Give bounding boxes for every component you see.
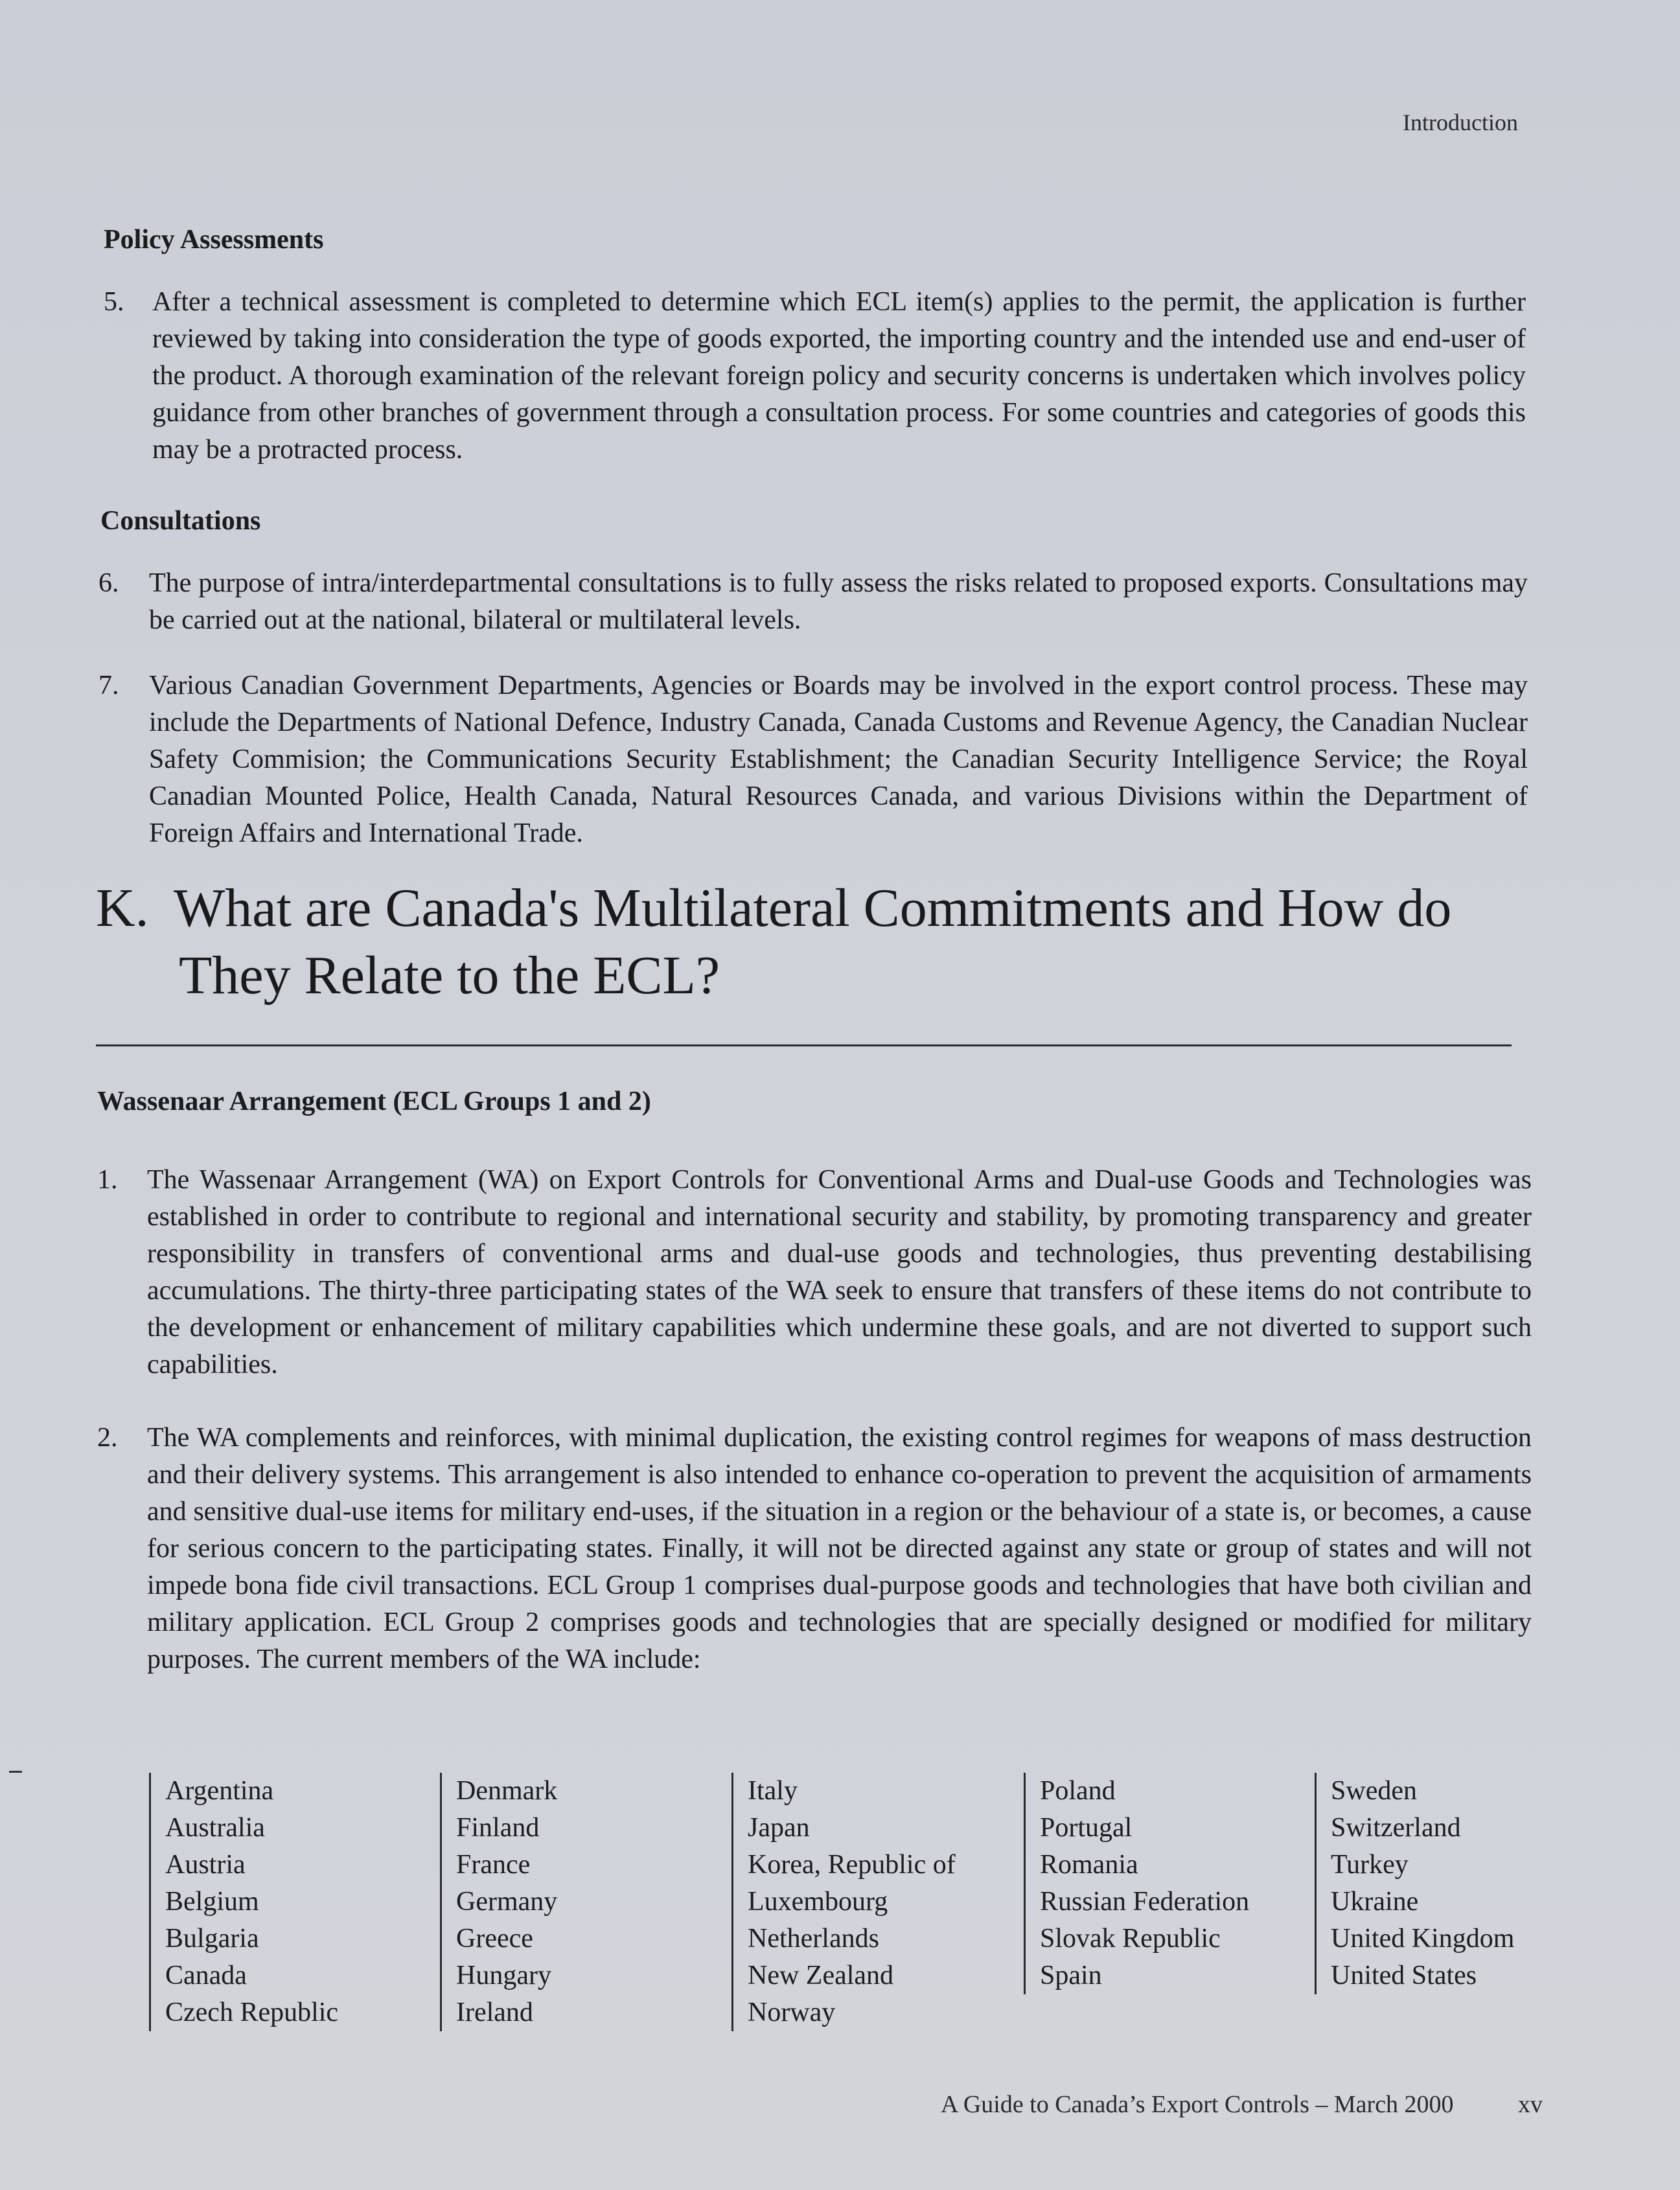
member-country: Norway [748, 1998, 836, 2027]
member-country: Ukraine [1331, 1887, 1419, 1917]
member-country: Switzerland [1331, 1813, 1461, 1843]
member-country: Australia [165, 1813, 265, 1843]
members-column-3 [731, 1773, 956, 2031]
member-country: Canada [165, 1961, 247, 1990]
member-country: Japan [748, 1813, 810, 1843]
item-number: 2. [97, 1423, 118, 1453]
member-country: New Zealand [748, 1961, 894, 1990]
section-letter: K. [96, 878, 149, 938]
member-country: Hungary [456, 1961, 551, 1990]
item-number: 1. [97, 1165, 118, 1195]
member-country: Spain [1040, 1961, 1102, 1990]
member-country: Slovak Republic [1040, 1924, 1221, 1954]
section-title-line2: They Relate to the ECL? [179, 945, 720, 1006]
members-column-4 [1024, 1773, 1249, 1994]
member-country: Denmark [456, 1776, 558, 1806]
member-country: Luxembourg [748, 1887, 888, 1917]
item-number: 7. [98, 671, 119, 700]
member-country: Turkey [1331, 1850, 1409, 1880]
member-country: Sweden [1331, 1776, 1417, 1806]
footer-title: A Guide to Canada’s Export Controls – March 2000 [941, 2091, 1454, 2118]
wassenaar-heading: Wassenaar Arrangement (ECL Groups 1 and 2) [97, 1087, 651, 1116]
section-k-heading [96, 875, 1521, 1009]
margin-mark [9, 1771, 22, 1773]
paragraph-consultations-7: Various Canadian Government Departments, Agencies or Boards may be involved in the export control process. These may include the Departments of National Defence, Industry Canada, Canada Customs and Revenue Agency, the Canadian Nuclear Safety Commision; the Communications Security Establishment; the Canadian Security Intelligence Service; the Royal Canadian Mounted Police, Health Canada, Natural Resources Canada, and various Divisions within the Department of Foreign Affairs and International Trade. [149, 671, 1528, 848]
member-country: France [456, 1850, 531, 1880]
item-number: 5. [104, 287, 124, 317]
member-country: Finland [456, 1813, 540, 1843]
section-title-line1: What are Canada's Multilateral Commitments and How do [174, 878, 1452, 938]
paragraph-wassenaar-2: The WA complements and reinforces, with minimal duplication, the existing control regimes for weapons of mass destruction and their delivery systems. This arrangement is also intended to enhance co-operation to prevent the acquisition of armaments and sensitive dual-use items for military end-uses, if the situation in a region or the behaviour of a state is, or becomes, a cause for serious concern to the participating states. Finally, it will not be directed against any state or group of states and will not impede bona fide civil transactions. ECL Group 1 comprises dual-purpose goods and technologies that have both civilian and military application. ECL Group 2 comprises goods and technologies that are specially designed or modified for military purposes. The current members of the WA include: [147, 1423, 1532, 1674]
running-head: Introduction [1403, 110, 1518, 135]
member-country: Romania [1040, 1850, 1138, 1880]
member-country: Austria [165, 1850, 246, 1880]
member-country: Portugal [1040, 1813, 1133, 1843]
member-country: United Kingdom [1331, 1924, 1515, 1954]
members-column-2 [440, 1773, 557, 2031]
members-column-5 [1315, 1773, 1514, 1994]
member-country: Argentina [165, 1776, 274, 1806]
member-country: Netherlands [748, 1924, 879, 1954]
consultations-heading: Consultations [100, 506, 261, 536]
paragraph-policy-5: After a technical assessment is completed to determine which ECL item(s) applies to the permit, the application is further reviewed by taking into consideration the type of goods exported, the importing country and the intended use and end-user of the product. A thorough examination of the relevant foreign policy and security concerns is undertaken which involves policy guidance from other branches of government through a consultation process. For some countries and categories of goods this may be a protracted process. [152, 287, 1526, 465]
paragraph-wassenaar-1: The Wassenaar Arrangement (WA) on Export Controls for Conventional Arms and Dual-use Goods and Technologies was established in order to contribute to regional and international security and stability, by promoting transparency and greater responsibility in transfers of conventional arms and dual-use goods and technologies, thus preventing destabilising accumulations. The thirty-three participating states of the WA seek to ensure that transfers of these items do not contribute to the development or enhancement of military capabilities which undermine these goals, and are not diverted to support such capabilities. [147, 1165, 1532, 1379]
member-country: Korea, Republic of [748, 1850, 956, 1880]
member-country: Italy [748, 1776, 798, 1806]
member-country: Ireland [456, 1998, 533, 2027]
member-country: Germany [456, 1887, 558, 1917]
member-country: Russian Federation [1040, 1887, 1250, 1917]
member-country: United States [1331, 1961, 1477, 1990]
member-country: Czech Republic [165, 1998, 339, 2027]
member-country: Bulgaria [165, 1924, 259, 1954]
page-number: xv [1518, 2091, 1543, 2118]
member-country: Poland [1040, 1776, 1116, 1806]
policy-assessments-heading: Policy Assessments [104, 225, 324, 255]
member-country: Belgium [165, 1887, 259, 1917]
item-number: 6. [98, 568, 119, 598]
paragraph-consultations-6: The purpose of intra/interdepartmental consultations is to fully assess the risks related to proposed exports. Consultations may be carried out at the national, bilateral or multilateral levels. [149, 568, 1528, 635]
member-country: Greece [456, 1924, 533, 1954]
members-column-1 [149, 1773, 338, 2031]
section-divider [96, 1044, 1512, 1046]
